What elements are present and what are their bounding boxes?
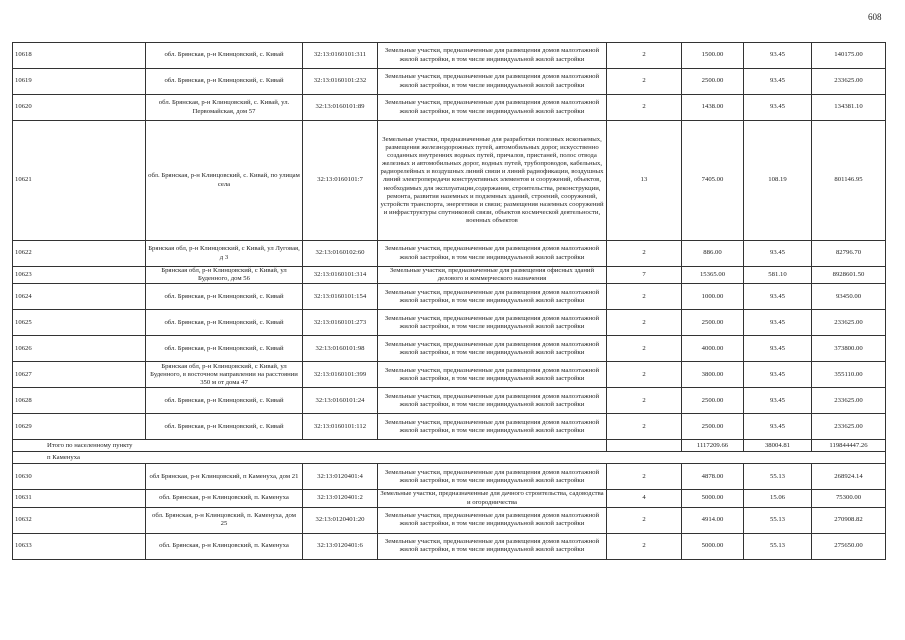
cell-purpose: Земельные участки, предназначенные для размещения домов малоэтажной жилой застройки, в том числе индивидуальной жилой застройки bbox=[378, 69, 607, 95]
cell-count: 2 bbox=[607, 95, 682, 121]
cell-rate: 93.45 bbox=[744, 241, 812, 267]
cell-count: 2 bbox=[607, 388, 682, 414]
cell-purpose: Земельные участки, предназначенные для дачного строительства, садоводства и огородничества bbox=[378, 490, 607, 507]
cell-id: 10622 bbox=[13, 241, 146, 267]
cell-id: 10631 bbox=[13, 490, 146, 507]
page-number: 608 bbox=[868, 12, 882, 22]
cell-id: 10626 bbox=[13, 336, 146, 362]
cell-area: 5000.00 bbox=[682, 533, 744, 559]
cell-purpose: Земельные участки, предназначенные для размещения домов малоэтажной жилой застройки, в том числе индивидуальной жилой застройки bbox=[378, 241, 607, 267]
cell-cadastral: 32:13:0160101:314 bbox=[303, 267, 378, 284]
cell-address: обл. Брянская, р-н Клинцовский, с. Кивай bbox=[146, 284, 303, 310]
cell-address: обл. Брянская, р-н Клинцовский, с. Кивай bbox=[146, 388, 303, 414]
cell-value: 233625.00 bbox=[812, 414, 886, 440]
cell-address: обл. Брянская, р-н Клинцовский, п. Каменуха bbox=[146, 533, 303, 559]
table-row bbox=[13, 95, 886, 121]
cell-count: 2 bbox=[607, 414, 682, 440]
cell-id: 10618 bbox=[13, 43, 146, 69]
table-row bbox=[13, 241, 886, 267]
cell-id: 10628 bbox=[13, 388, 146, 414]
cell-area: 4914.00 bbox=[682, 507, 744, 533]
table-row bbox=[13, 69, 886, 95]
cell-address: обл. Брянская, р-н Клинцовский, с. Кивай bbox=[146, 414, 303, 440]
cell-purpose: Земельные участки, предназначенные для размещения домов малоэтажной жилой застройки, в том числе индивидуальной жилой застройки bbox=[378, 507, 607, 533]
cell-area: 4000.00 bbox=[682, 336, 744, 362]
cell-area: 4878.00 bbox=[682, 464, 744, 490]
table-row bbox=[13, 490, 886, 507]
cell-count: 2 bbox=[607, 507, 682, 533]
cell-address: обл. Брянская, р-н Клинцовский, с. Кивай bbox=[146, 69, 303, 95]
table-row bbox=[13, 388, 886, 414]
cell-count: 2 bbox=[607, 533, 682, 559]
cell-value: 233625.00 bbox=[812, 69, 886, 95]
cell-address: обл. Брянская, р-н Клинцовский, п. Каменуха, дом 25 bbox=[146, 507, 303, 533]
cell-id: 10630 bbox=[13, 464, 146, 490]
table-row bbox=[13, 310, 886, 336]
cell-cadastral: 32:13:0160101:98 bbox=[303, 336, 378, 362]
cell-address: Брянская обл, р-н Клинцовский, с Кивай, ул Луговая, д 3 bbox=[146, 241, 303, 267]
cell-address: обл. Брянская, р-н Клинцовский, с. Кивай bbox=[146, 310, 303, 336]
settlement-name: п Каменуха bbox=[13, 452, 886, 464]
cell-id: 10632 bbox=[13, 507, 146, 533]
cell-count: 4 bbox=[607, 490, 682, 507]
cell-rate: 93.45 bbox=[744, 95, 812, 121]
cell-cadastral: 32:13:0120401:4 bbox=[303, 464, 378, 490]
table-row bbox=[13, 533, 886, 559]
cell-area: 15365.00 bbox=[682, 267, 744, 284]
cell-rate: 581.10 bbox=[744, 267, 812, 284]
cell-purpose: Земельные участки, предназначенные для размещения домов малоэтажной жилой застройки, в том числе индивидуальной жилой застройки bbox=[378, 533, 607, 559]
cell-id: 10620 bbox=[13, 95, 146, 121]
cell-count: 13 bbox=[607, 121, 682, 241]
cell-area: 886.00 bbox=[682, 241, 744, 267]
cell-rate: 93.45 bbox=[744, 310, 812, 336]
cell-area: 1438.00 bbox=[682, 95, 744, 121]
cell-area: 3800.00 bbox=[682, 362, 744, 388]
cell-rate: 15.06 bbox=[744, 490, 812, 507]
table-row bbox=[13, 121, 886, 241]
cell-purpose: Земельные участки, предназначенные для размещения домов малоэтажной жилой застройки, в том числе индивидуальной жилой застройки bbox=[378, 464, 607, 490]
cell-rate: 93.45 bbox=[744, 43, 812, 69]
table-row bbox=[13, 414, 886, 440]
cell-cadastral: 32:13:0160102:60 bbox=[303, 241, 378, 267]
cell-count: 2 bbox=[607, 336, 682, 362]
cell-cadastral: 32:13:0160101:273 bbox=[303, 310, 378, 336]
cell-address: Брянская обл, р-н Клинцовский, с Кивай, ул Буденного, в восточном направлении на расстоянии 350 м от дома 47 bbox=[146, 362, 303, 388]
cell-id: 10623 bbox=[13, 267, 146, 284]
cell-value: 82796.70 bbox=[812, 241, 886, 267]
cell-area: 7405.00 bbox=[682, 121, 744, 241]
table-row bbox=[13, 43, 886, 69]
cell-value: 8928601.50 bbox=[812, 267, 886, 284]
table-row bbox=[13, 362, 886, 388]
cell-value: 134381.10 bbox=[812, 95, 886, 121]
cell-area: 2500.00 bbox=[682, 69, 744, 95]
cell-purpose: Земельные участки, предназначенные для размещения домов малоэтажной жилой застройки, в том числе индивидуальной жилой застройки bbox=[378, 310, 607, 336]
cell-cadastral: 32:13:0160101:24 bbox=[303, 388, 378, 414]
cell-value: 801146.95 bbox=[812, 121, 886, 241]
cell-purpose: Земельные участки, предназначенные для размещения домов малоэтажной жилой застройки, в том числе индивидуальной жилой застройки bbox=[378, 43, 607, 69]
summary-row bbox=[13, 440, 886, 452]
cell-purpose: Земельные участки, предназначенные для размещения домов малоэтажной жилой застройки, в том числе индивидуальной жилой застройки bbox=[378, 414, 607, 440]
summary-value: 119844447.26 bbox=[812, 440, 886, 452]
cell-count: 2 bbox=[607, 43, 682, 69]
cell-address: обл. Брянская, р-н Клинцовский, с. Кивай bbox=[146, 43, 303, 69]
cell-rate: 93.45 bbox=[744, 336, 812, 362]
cell-rate: 93.45 bbox=[744, 362, 812, 388]
cell-purpose: Земельные участки, предназначенные для размещения домов малоэтажной жилой застройки, в том числе индивидуальной жилой застройки bbox=[378, 95, 607, 121]
cell-area: 2500.00 bbox=[682, 388, 744, 414]
summary-rate: 38004.81 bbox=[744, 440, 812, 452]
cell-count: 2 bbox=[607, 69, 682, 95]
cell-rate: 93.45 bbox=[744, 284, 812, 310]
cell-cadastral: 32:13:0160101:89 bbox=[303, 95, 378, 121]
cell-id: 10621 bbox=[13, 121, 146, 241]
cell-cadastral: 32:13:0160101:154 bbox=[303, 284, 378, 310]
cell-cadastral: 32:13:0120401:6 bbox=[303, 533, 378, 559]
cell-value: 275650.00 bbox=[812, 533, 886, 559]
cell-count: 7 bbox=[607, 267, 682, 284]
cell-id: 10624 bbox=[13, 284, 146, 310]
cell-address: обл. Брянская, р-н Клинцовский, с. Кивай, по улицам села bbox=[146, 121, 303, 241]
cell-address: Брянская обл, р-н Клинцовский, с Кивай, ул Буденного, дом 56 bbox=[146, 267, 303, 284]
cell-area: 5000.00 bbox=[682, 490, 744, 507]
table-row bbox=[13, 507, 886, 533]
cell-rate: 108.19 bbox=[744, 121, 812, 241]
settlement-row bbox=[13, 452, 886, 464]
cell-cadastral: 32:13:0160101:7 bbox=[303, 121, 378, 241]
summary-area: 1117209.66 bbox=[682, 440, 744, 452]
cell-value: 233625.00 bbox=[812, 388, 886, 414]
cell-value: 373800.00 bbox=[812, 336, 886, 362]
cell-address: обл Брянская, р-н Клинцовский, п Каменуха, дом 21 bbox=[146, 464, 303, 490]
cell-value: 268924.14 bbox=[812, 464, 886, 490]
cell-rate: 93.45 bbox=[744, 69, 812, 95]
cell-count: 2 bbox=[607, 310, 682, 336]
cell-cadastral: 32:13:0120401:20 bbox=[303, 507, 378, 533]
cell-area: 1500.00 bbox=[682, 43, 744, 69]
cell-id: 10627 bbox=[13, 362, 146, 388]
cell-rate: 93.45 bbox=[744, 388, 812, 414]
cell-purpose: Земельные участки, предназначенные для размещения домов малоэтажной жилой застройки, в том числе индивидуальной жилой застройки bbox=[378, 284, 607, 310]
cell-id: 10633 bbox=[13, 533, 146, 559]
cell-purpose: Земельные участки, предназначенные для размещения домов малоэтажной жилой застройки, в том числе индивидуальной жилой застройки bbox=[378, 362, 607, 388]
table-body bbox=[13, 43, 886, 560]
land-valuation-table bbox=[12, 42, 886, 560]
cell-rate: 55.13 bbox=[744, 464, 812, 490]
cell-rate: 93.45 bbox=[744, 414, 812, 440]
cell-count: 2 bbox=[607, 241, 682, 267]
cell-cadastral: 32:13:0120401:2 bbox=[303, 490, 378, 507]
summary-empty bbox=[607, 440, 682, 452]
cell-purpose: Земельные участки, предназначенные для разработки полезных ископаемых, размещения железнодорожных путей, автомобильных дорог, искусственно созданных внутренних водных путей, причалов, пристаней, полос отвода железных и автомобильных дорог, водных путей, трубопроводов, кабельных, радиорелейных и воздушных линий связи и линий радиофикации, воздушных линий электропередачи конструктивных элементов и сооружений, объектов, необходимых для эксплуатации,содержания, строительства, реконструкции, ремонта, развития наземных и подземных зданий, строений, сооружений, устройств транспорта, энергетики и связи; размещения наземных сооружений и инфраструктуры спутниковой связи, объектов космической деятельности, военных объектов bbox=[378, 121, 607, 241]
cell-cadastral: 32:13:0160101:112 bbox=[303, 414, 378, 440]
cell-value: 140175.00 bbox=[812, 43, 886, 69]
cell-id: 10625 bbox=[13, 310, 146, 336]
cell-count: 2 bbox=[607, 464, 682, 490]
cell-rate: 55.13 bbox=[744, 533, 812, 559]
cell-rate: 55.13 bbox=[744, 507, 812, 533]
cell-value: 270908.82 bbox=[812, 507, 886, 533]
cell-purpose: Земельные участки, предназначенные для размещения домов малоэтажной жилой застройки, в том числе индивидуальной жилой застройки bbox=[378, 388, 607, 414]
cell-id: 10619 bbox=[13, 69, 146, 95]
cell-value: 93450.00 bbox=[812, 284, 886, 310]
cell-cadastral: 32:13:0160101:399 bbox=[303, 362, 378, 388]
cell-area: 2500.00 bbox=[682, 414, 744, 440]
cell-value: 355110.00 bbox=[812, 362, 886, 388]
summary-label: Итого по населенному пункту bbox=[13, 440, 607, 452]
cell-value: 233625.00 bbox=[812, 310, 886, 336]
cell-cadastral: 32:13:0160101:311 bbox=[303, 43, 378, 69]
cell-purpose: Земельные участки, предназначенные для размещения домов малоэтажной жилой застройки, в том числе индивидуальной жилой застройки bbox=[378, 336, 607, 362]
cell-value: 75300.00 bbox=[812, 490, 886, 507]
cell-area: 2500.00 bbox=[682, 310, 744, 336]
cell-count: 2 bbox=[607, 284, 682, 310]
cell-purpose: Земельные участки, предназначенные для размещения офисных зданий делового и коммерческого назначения bbox=[378, 267, 607, 284]
cell-area: 1000.00 bbox=[682, 284, 744, 310]
cell-address: обл. Брянская, р-н Клинцовский, п. Каменуха bbox=[146, 490, 303, 507]
cell-count: 2 bbox=[607, 362, 682, 388]
cell-id: 10629 bbox=[13, 414, 146, 440]
table-row bbox=[13, 267, 886, 284]
table-row bbox=[13, 464, 886, 490]
cell-cadastral: 32:13:0160101:232 bbox=[303, 69, 378, 95]
table-row bbox=[13, 336, 886, 362]
cell-address: обл. Брянская, р-н Клинцовский, с. Кивай, ул. Первомайская, дом 57 bbox=[146, 95, 303, 121]
table-row bbox=[13, 284, 886, 310]
cell-address: обл. Брянская, р-н Клинцовский, с. Кивай bbox=[146, 336, 303, 362]
